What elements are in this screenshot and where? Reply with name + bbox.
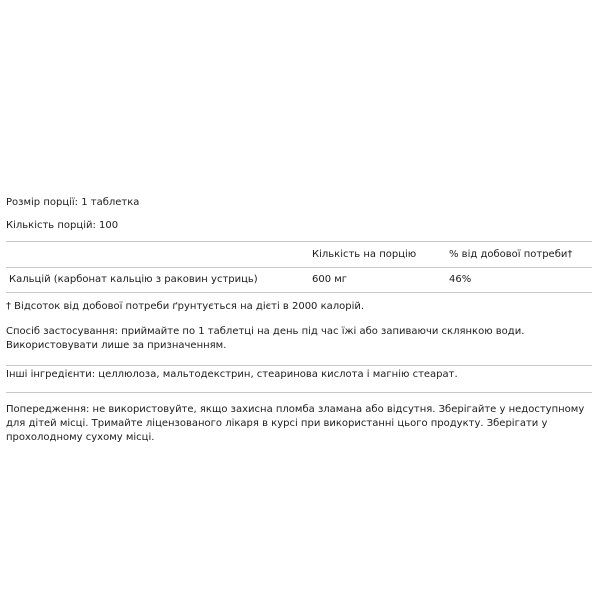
- other-ingredients-text: Інші інгредієнти: целлюлоза, мальтодекстрин, стеаринова кислота і магнію стеарат.: [6, 369, 458, 380]
- supplement-facts-panel: [6, 196, 592, 445]
- ingredient-daily-value: 46%: [449, 274, 472, 285]
- divider: [6, 365, 592, 366]
- daily-value-footnote: † Відсоток від добової потреби ґрунтується на дієті в 2000 калорій.: [6, 301, 365, 312]
- facts-table-header: [6, 242, 592, 268]
- directions-text: Спосіб застосування: приймайте по 1 таблетці на день під час їжі або запиваючи склянкою води. Використовувати лише за призначенням.: [6, 326, 525, 351]
- ingredient-name: Кальцій (карбонат кальцію з раковин устриць): [9, 274, 258, 285]
- warnings-text: Попередження: не використовуйте, якщо захисна пломба зламана або відсутня. Зберігайте у недоступному для дітей місці. Тримайте ліцензованого лікаря в курсі при використанні цього продукту. Зберігати у прохолодному сухому місці.: [6, 404, 585, 443]
- divider: [6, 392, 592, 393]
- facts-table: [6, 241, 592, 293]
- table-row: [6, 268, 592, 293]
- header-daily-value: % від добової потреби†: [449, 248, 573, 260]
- header-amount-per-serving: Кількість на порцію: [312, 248, 417, 260]
- serving-size: Розмір порції: 1 таблетка: [6, 197, 140, 208]
- ingredient-amount: 600 мг: [312, 274, 348, 285]
- servings-per-container: Кількість порцій: 100: [6, 220, 119, 231]
